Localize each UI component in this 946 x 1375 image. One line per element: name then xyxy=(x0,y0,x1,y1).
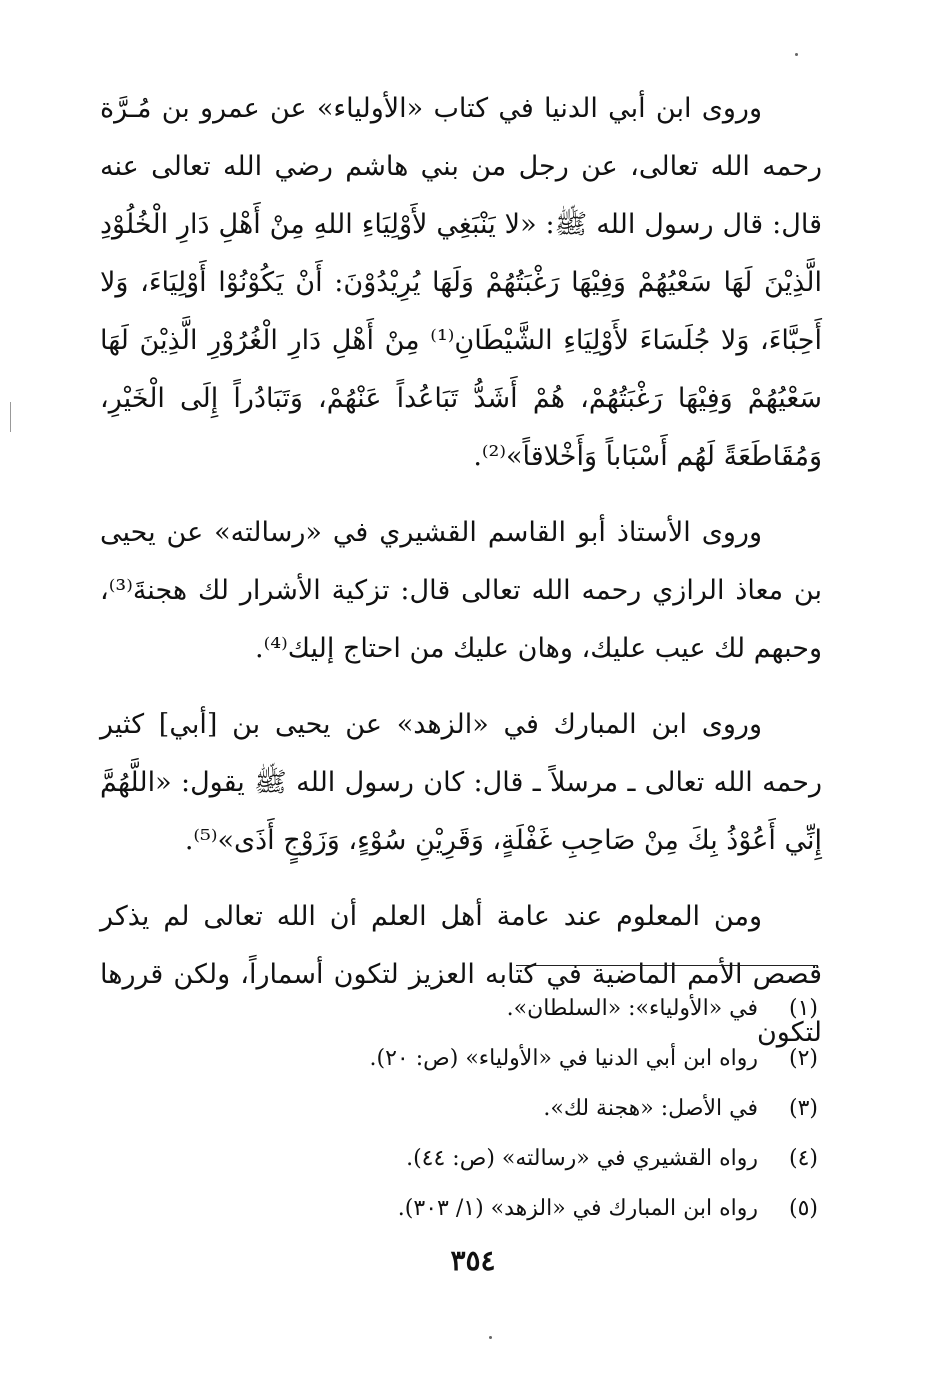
scan-speck xyxy=(489,1336,492,1339)
footnote-divider xyxy=(516,965,818,966)
footnote-item xyxy=(128,1084,818,1134)
footnote-number: (١) xyxy=(788,996,818,1021)
footnote-item xyxy=(128,984,818,1034)
footnote-number: (٥) xyxy=(788,1196,818,1221)
footnote-text: في الأصل: «هجنة لك». xyxy=(543,1096,758,1121)
margin-mark xyxy=(10,402,11,432)
main-text xyxy=(100,80,822,1080)
scan-speck xyxy=(795,53,798,56)
footnote-number: (٢) xyxy=(788,1046,818,1071)
paragraph-awliya: وروى ابن أبي الدنيا في كتاب «الأولياء» عن عمرو بن مُـرَّة رحمه الله تعالى، عن رجل من بني هاشم رضي الله تعالى عنه قال: قال رسول الله ﷺ: «لا يَنْبَغِي لأَوْلِيَاءِ اللهِ مِنْ أَهْلِ دَارِ الْخُلُوْدِ الَّذِيْنَ لَهَا سَعْيُهُمْ وَفِيْهَا رَغْبَتُهُمْ وَلَهَا يُرِيْدُوْنَ: أَنْ يَكُوْنُوْا أَوْلِيَاءَ، وَلا أَحِبَّاءَ، وَلا جُلَسَاءَ لأَوْلِيَاءِ الشَّيْطَانِ⁽¹⁾ مِنْ أَهْلِ دَارِ الْغُرُوْرِ الَّذِيْنَ لَهَا سَعْيُهُمْ وَفِيْهَا رَغْبَتُهُمْ، هُمْ أَشَدُّ تَبَاعُداً عَنْهُمْ، وَتَبَادُراً إِلَى الْخَيْرِ، وَمُقَاطَعَةً لَهُم أَسْبَاباً وَأَخْلاقاً»⁽²⁾. xyxy=(100,93,822,472)
footnote-number: (٣) xyxy=(788,1096,818,1121)
paragraph-qushayri: وروى الأستاذ أبو القاسم القشيري في «رسالته» عن يحيى بن معاذ الرازي رحمه الله تعالى قال: تزكية الأشرار لك هجنةَ⁽³⁾، وحبهم لك عيب عليك، وهان عليك من احتاج إليك⁽⁴⁾. xyxy=(100,517,822,664)
footnotes xyxy=(128,984,818,1234)
footnote-text: في «الأولياء»: «السلطان». xyxy=(506,996,758,1021)
footnote-item xyxy=(128,1184,818,1234)
paragraph-ummam: ومن المعلوم عند عامة أهل العلم أن الله تعالى لم يذكر قصص الأمم الماضية في كتابه العزيز لتكون أسماراً، ولكن قررها لتكون xyxy=(100,901,822,1048)
footnote-number: (٤) xyxy=(788,1146,818,1171)
paragraph-zuhd: وروى ابن المبارك في «الزهد» عن يحيى بن [أبي] كثير رحمه الله تعالى ـ مرسلاً ـ قال: كان رسول الله ﷺ يقول: «اللَّهُمَّ إِنِّي أَعُوْذُ بِكَ مِنْ صَاحِبِ غَفْلَةٍ، وَقَرِيْنِ سُوْءٍ، وَزَوْجٍ أَذَى»⁽⁵⁾. xyxy=(100,709,822,856)
footnote-text: رواه القشيري في «رسالته» (ص: ٤٤). xyxy=(406,1146,758,1171)
footnote-item xyxy=(128,1034,818,1084)
footnote-text: رواه ابن أبي الدنيا في «الأولياء» (ص: ٢٠). xyxy=(369,1046,758,1071)
footnote-item xyxy=(128,1134,818,1184)
page-number: ٣٥٤ xyxy=(450,1244,496,1277)
footnote-text: رواه ابن المبارك في «الزهد» (١/ ٣٠٣). xyxy=(397,1196,758,1221)
